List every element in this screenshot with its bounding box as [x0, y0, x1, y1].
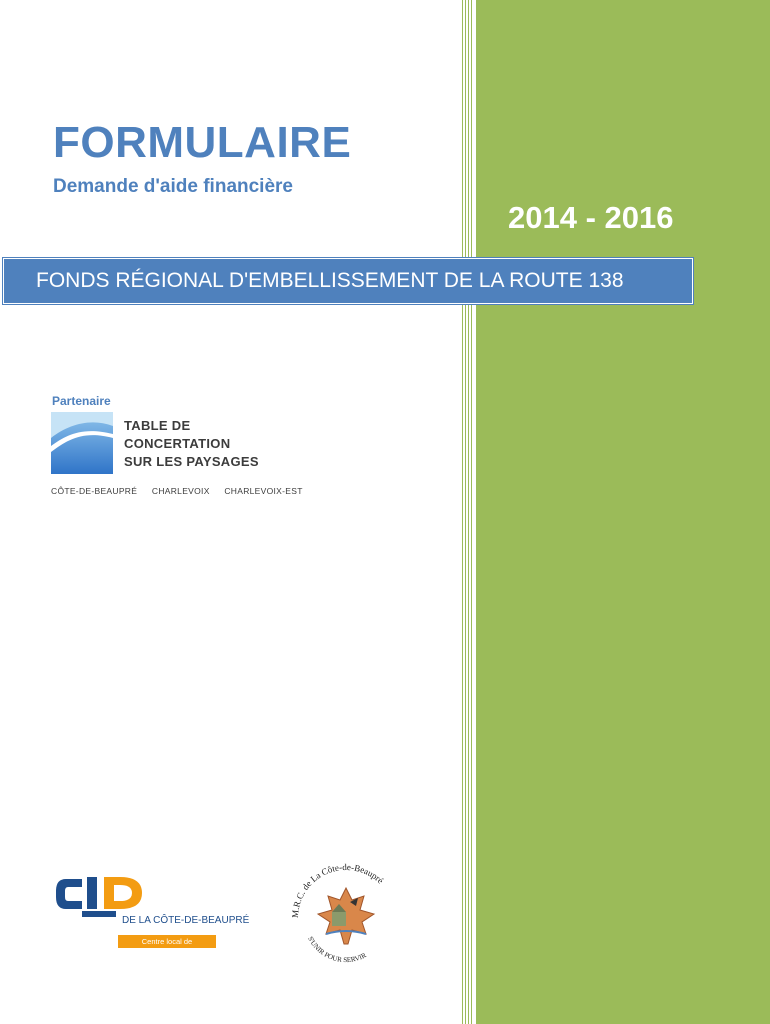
period-years: 2014 - 2016: [508, 200, 674, 235]
partner-label: Partenaire: [52, 394, 111, 408]
fund-name-banner: FONDS RÉGIONAL D'EMBELLISSEMENT DE LA ROUTE 138: [3, 258, 693, 304]
decorative-rule: [462, 0, 463, 1024]
partner-logo-line: CONCERTATION: [124, 436, 231, 451]
region-label: CÔTE-DE-BEAUPRÉ: [51, 486, 138, 496]
partner-logo-line: TABLE DE: [124, 418, 191, 433]
region-label: CHARLEVOIX-EST: [224, 486, 303, 496]
landscape-logo-icon: [51, 412, 117, 476]
seal-name: M.R.C. de La Côte-de-Beaupré: [289, 861, 386, 919]
cld-logo-icon: [52, 873, 152, 917]
decorative-rule: [471, 0, 472, 1024]
region-label: CHARLEVOIX: [151, 486, 210, 496]
green-sidebar-band: [476, 0, 770, 1024]
partner-logo-line: SUR LES PAYSAGES: [124, 454, 259, 469]
document-subtitle: Demande d'aide financière: [53, 176, 293, 197]
mrc-seal-icon: [286, 858, 406, 973]
cld-tagline: Centre local de développement: [118, 935, 216, 948]
decorative-rule: [465, 0, 466, 1024]
decorative-rule: [468, 0, 469, 1024]
seal-motto: S'UNIR POUR SERVIR: [306, 935, 368, 965]
partner-regions: [51, 486, 315, 496]
document-title: FORMULAIRE: [53, 118, 352, 167]
cld-organization-name: DE LA CÔTE-DE-BEAUPRÉ: [122, 915, 250, 926]
